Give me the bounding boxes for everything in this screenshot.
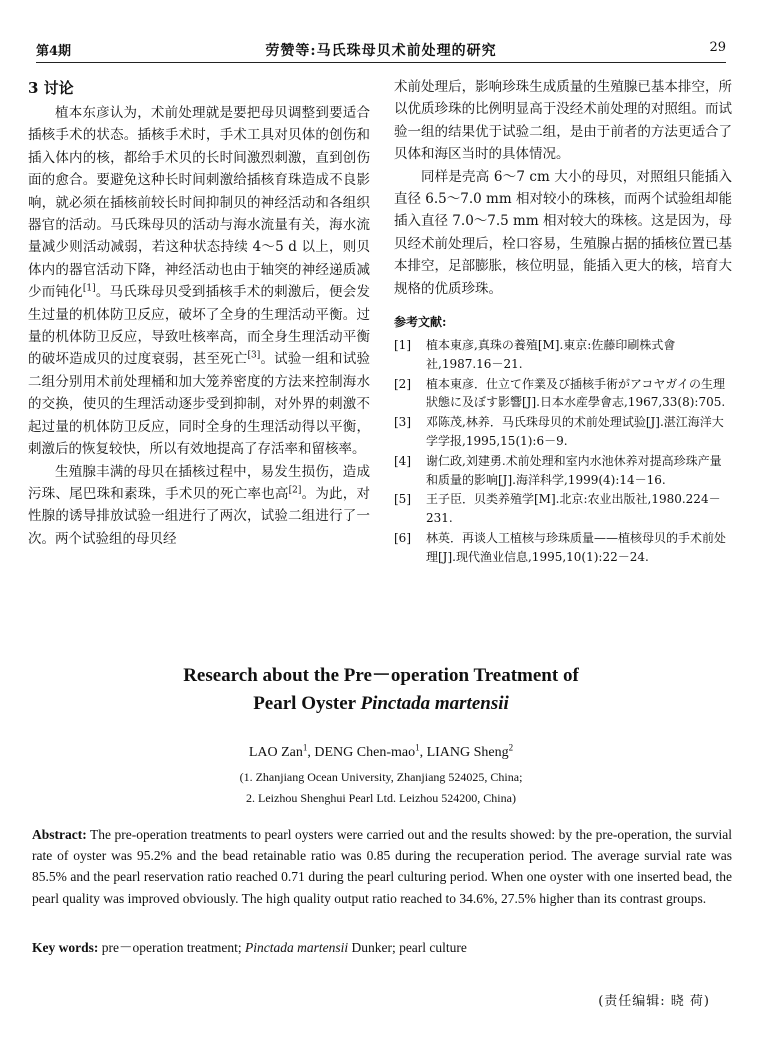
author <box>426 742 514 760</box>
running-title: 劳赞等:马氏珠母贝术前处理的研究 <box>265 43 497 59</box>
author-list <box>0 742 762 761</box>
paragraph-text: 。试验一组和试验二组分别用术前处理桶和加大笼养密度的方法来控制海水的交换，使贝的生理活动逐步受到抑制，对外界的刺激不起过量的机体防卫反应，同时全身的生理活动得以平衡，刺激后的恢复较快，所以有效地提高了存活率和留核率。 <box>28 351 370 458</box>
author-affiliation-mark: 1 <box>302 742 308 753</box>
author-name: DENG Chen-mao <box>314 745 416 760</box>
reference-item <box>394 529 732 567</box>
running-header <box>36 40 726 63</box>
title-text: Pearl Oyster <box>253 693 361 714</box>
reference-text: 谢仁政,刘建勇.术前处理和室内水池休养对提高珍珠产量和质量的影响[J].海洋科学,1999(4):14－16. <box>426 453 722 487</box>
english-title <box>0 662 762 718</box>
author-name: LAO Zan <box>248 745 303 760</box>
author-separator: , <box>419 745 427 760</box>
author <box>248 742 315 760</box>
reference-list <box>394 336 732 567</box>
editor-note: (责任编辑: 晓 荷) <box>598 994 710 1009</box>
author <box>314 742 427 760</box>
keywords <box>32 937 732 958</box>
paragraph-text: 。为此，对性腺的诱导排放试验一组进行了两次，试验二组进行了一次。两个试验组的母贝经 <box>28 485 370 547</box>
discussion-paragraph-1 <box>28 102 370 461</box>
english-title-line-2 <box>0 690 762 718</box>
reference-number: [1] <box>394 338 411 353</box>
reference-item <box>394 490 732 528</box>
reference-text: 邓陈茂,林养．马氏珠母贝的术前处理试验[J].湛江海洋大学学报,1995,15(1):6－9. <box>426 415 724 449</box>
paragraph-text: 生殖腺丰满的母贝在插核过程中，易发生损伤，造成污珠、尾巴珠和素珠，手术贝的死亡率也高 <box>28 463 370 502</box>
reference-text: 王子臣．贝类养殖学[M].北京:农业出版社,1980.224－231. <box>426 492 721 526</box>
references-title: 参考文献: <box>394 315 447 330</box>
issue-number: 第4期 <box>36 44 72 59</box>
reference-number: [3] <box>394 415 411 430</box>
reference-number: [5] <box>394 492 411 507</box>
paragraph-text: 植本东彦认为，术前处理就是要把母贝调整到要适合插核手术的状态。插核手术时，手术工具对贝体的创伤和插入体内的核，都给手术贝的长时间激烈刺激，直到创伤面的愈合。要避免这种长时间刺激给插核育珠造成不良影响，就必须在插核前较长时间抑制贝的神经活动和各组织器官的活动。马氏珠母贝的活动与海水流量有关，海水流量减少则活动减弱，若这种状态持续 4～5 d 以上，则贝体内的器官活动下降，神经活动也由于轴突的神经递质减少而钝化 <box>28 105 370 301</box>
citation: [3] <box>247 350 261 361</box>
english-title-line-1: Research about the Pre－operation Treatment of <box>183 665 579 686</box>
paragraph-text: 。马氏珠母贝受到插核手术的刺激后，便会发生过量的机体防卫反应，破坏了全身的生理活动平衡。过量的机体防卫反应，导致吐核率高，而全身生理活动平衡的破坏造成贝的过度衰弱，甚至死亡 <box>28 284 370 368</box>
author-affiliation-mark: 2 <box>508 742 514 753</box>
reference-text: 植本東彦,真珠の養殖[M].東京:佐藤印刷株式會社,1987.16－21. <box>426 338 676 371</box>
discussion-paragraph-2 <box>28 461 370 551</box>
reference-text: 林英．再谈人工植核与珍珠质量——植核母贝的手术前处理[J].现代渔业信息,1995,10(1):22－24. <box>426 531 727 564</box>
reference-number: [6] <box>394 531 411 546</box>
section-title: 3 讨论 <box>28 79 74 97</box>
citation: [1] <box>82 283 96 294</box>
reference-item <box>394 375 732 413</box>
discussion-paragraph-4: 同样是壳高 6～7 cm 大小的母贝，对照组只能插入直径 6.5～7.0 mm 相对较小的珠核，而两个试验组却能插入直径 7.0～7.5 mm 相对较大的珠核。这是因为，母贝经术前处理后，栓口容易，生殖腺占据的插核位置已基本排空，足部膨胀，核位明显，能插入更大的核，培育大规格的优质珍珠。 <box>394 168 732 297</box>
reference-number: [4] <box>394 453 411 468</box>
reference-item <box>394 413 732 451</box>
abstract-label: Abstract: <box>32 827 87 842</box>
author-separator: , <box>307 745 315 760</box>
affiliation-2: 2. Leizhou Shenghui Pearl Ltd. Leizhou 524200, China) <box>246 791 516 805</box>
keywords-label: Key words: <box>32 940 99 955</box>
affiliation-1: (1. Zhanjiang Ocean University, Zhanjiang 524025, China; <box>239 770 523 784</box>
author-affiliation-mark: 1 <box>415 742 420 753</box>
left-column <box>28 76 370 550</box>
reference-item <box>394 336 732 374</box>
discussion-paragraph-3: 术前处理后，影响珍珠生成质量的生殖腺已基本排空，所以优质珍珠的比例明显高于没经术前处理的对照组。而试验一组的结果优于试验二组，是由于前者的方法更适合了贝体和海区当时的具体情况。 <box>394 79 732 163</box>
reference-number: [2] <box>394 376 411 391</box>
keyword-species: Pinctada martensii <box>244 940 349 955</box>
species-name: Pinctada martensii <box>360 693 509 714</box>
reference-text: 植本東彦．仕立て作業及び插核手術がアコヤガイの生理狀態に及ぼす影響[J].日本水産學會志,1967,33(8):705. <box>426 376 726 410</box>
page-number: 29 <box>709 40 726 55</box>
reference-item <box>394 452 732 490</box>
keyword-text: Dunker; pearl culture <box>348 940 467 955</box>
abstract <box>32 824 732 909</box>
author-name: LIANG Sheng <box>426 745 509 760</box>
citation: [2] <box>288 485 302 496</box>
keyword-text: pre－operation treatment; <box>98 940 245 955</box>
right-column <box>394 76 732 568</box>
abstract-text: The pre-operation treatments to pearl oysters were carried out and the results showed: by the pre-operation, the survial rate of oyster was 95.2% and the bead retainable ratio was 0.85 during the recuperation period. The average survial rate was 85.5% and the pearl reservation ratio reached 0.71 during the pearl culturing period. When one oyster with one inserted bead, the pearl quality was improved obviously. The high quality output ratio reached to 34.6%, 27.5% higher than its contrast groups. <box>32 827 732 906</box>
